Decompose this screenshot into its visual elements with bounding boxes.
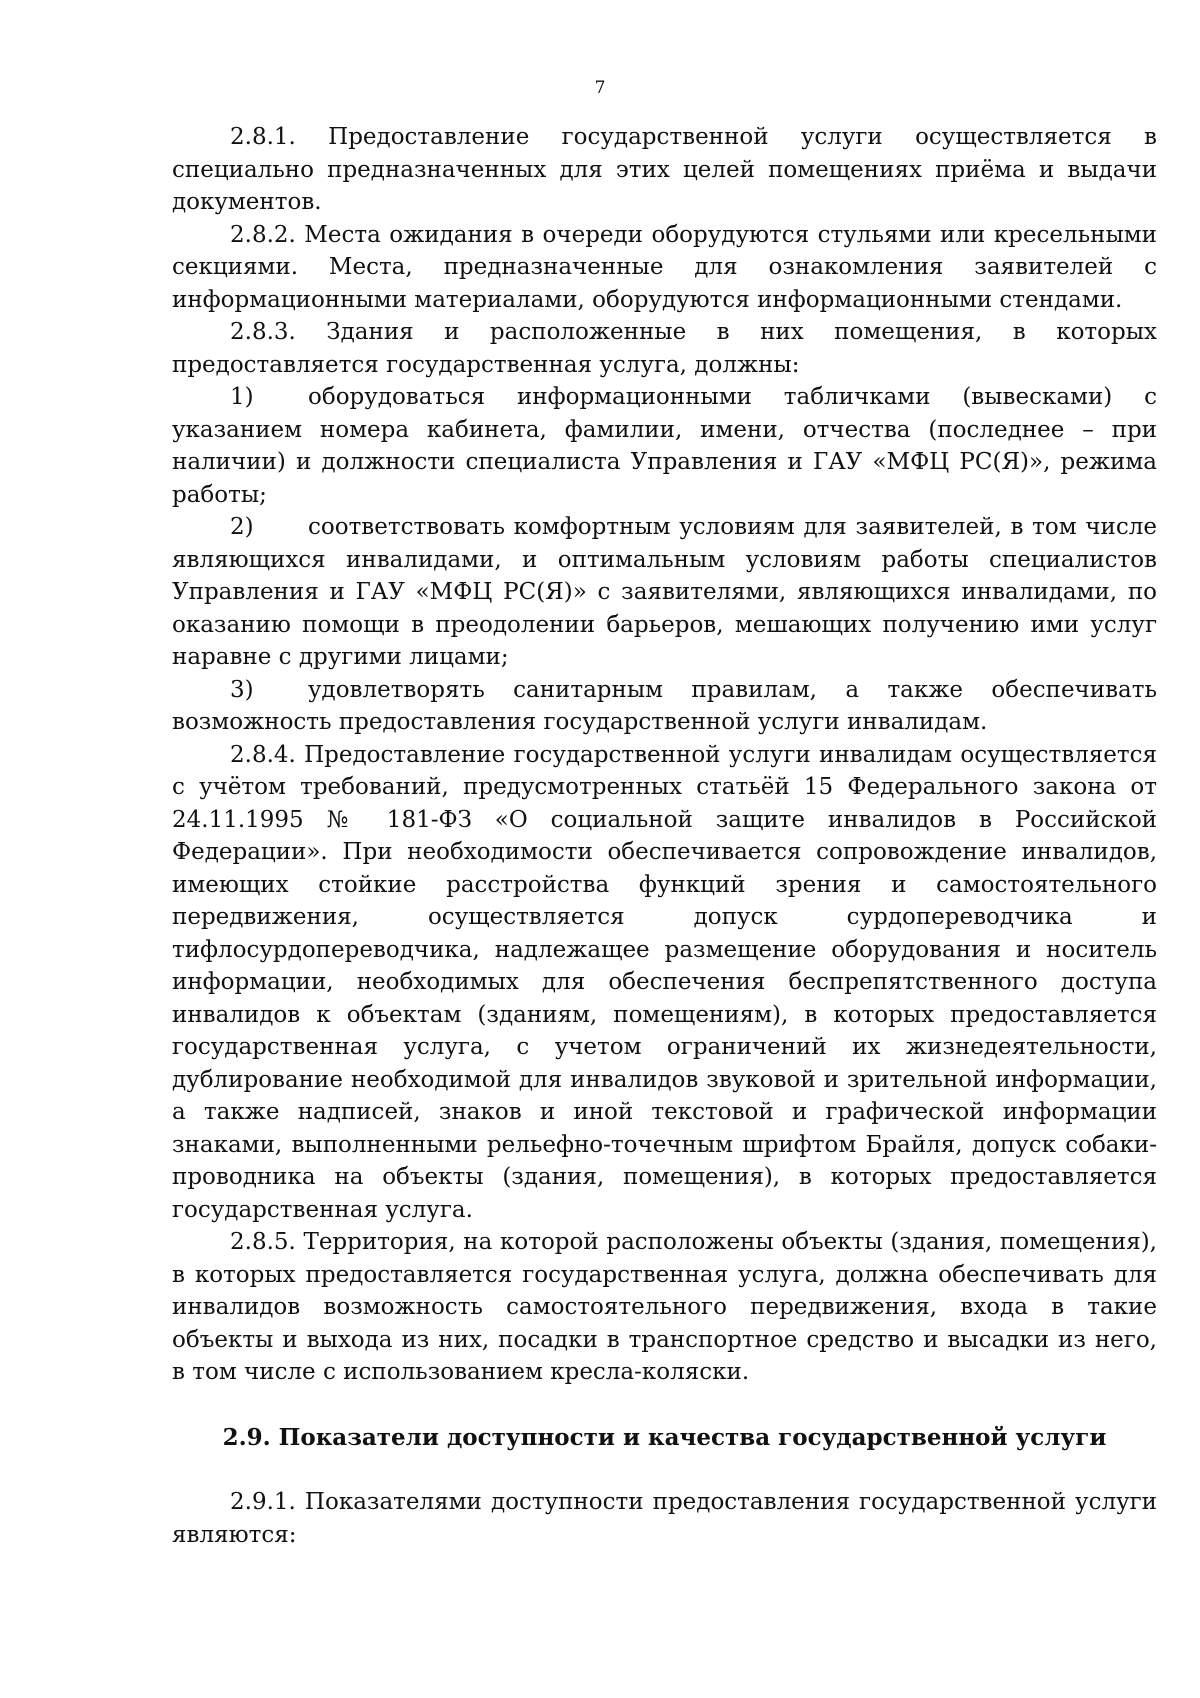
paragraph-2-8-3: 2.8.3. Здания и расположенные в них помещения, в которых предоставляется государственная услуга, должны: (172, 319, 1157, 378)
paragraph-2-8-1: 2.8.1. Предоставление государственной услуги осуществляется в специально предназначенных для этих целей помещениях приёма и выдачи документов. (172, 124, 1157, 215)
list-item-number: 1) (230, 384, 254, 410)
paragraph-2-8-4: 2.8.4. Предоставление государственной услуги инвалидам осуществляется с учётом требований, предусмотренных статьёй 15 Федерального закона от 24.11.1995 № 181-ФЗ «О социальной защите инвалидов в Российской Федерации». При необходимости обеспечивается сопровождение инвалидов, имеющих стойкие расстройства функций зрения и самостоятельного передвижения, осуществляется допуск сурдопереводчика и тифлосурдопереводчика, надлежащее размещение оборудования и носитель информации, необходимых для обеспечения беспрепятственного доступа инвалидов к объектам (зданиям, помещениям), в которых предоставляется государственная услуга, с учетом ограничений их жизнедеятельности, дублирование необходимой для инвалидов звуковой и зрительной информации, а также надписей, знаков и иной текстовой и графической информации знаками, выполненными рельефно-точечным шрифтом Брайля, допуск собаки-проводника на объекты (здания, помещения), в которых предоставляется государственная услуга. (172, 741, 1157, 1223)
list-item (172, 674, 1157, 739)
list-item-text: удовлетворять санитарным правилам, а также обеспечивать возможность предоставления государственной услуги инвалидам. (172, 676, 1157, 735)
list-item-text: соответствовать комфортным условиям для заявителей, в том числе являющихся инвалидами, и оптимальным условиям работы специалистов Управления и ГАУ «МФЦ РС(Я)» с заявителями, являющихся инвалидами, по оказанию помощи в преодолении барьеров, мешающих получению ими услуг наравне с другими лицами; (172, 514, 1157, 670)
list-item (172, 511, 1157, 674)
paragraph-2-9-1: 2.9.1. Показателями доступности предоставления государственной услуги являются: (172, 1489, 1157, 1548)
page-number: 7 (594, 78, 606, 98)
paragraph-2-8-5: 2.8.5. Территория, на которой расположены объекты (здания, помещения), в которых предоставляется государственная услуга, должна обеспечивать для инвалидов возможность самостоятельного передвижения, входа в такие объекты и выхода из них, посадки в транспортное средство и высадки из него, в том числе с использованием кресла-коляски. (172, 1229, 1157, 1385)
list-item-number: 3) (230, 676, 254, 703)
section-heading: 2.9. Показатели доступности и качества государственной услуги (222, 1423, 1107, 1451)
paragraph-2-8-2: 2.8.2. Места ожидания в очереди оборудуются стульями или кресельными секциями. Места, предназначенные для ознакомления заявителей с информационными материалами, оборудуются информационными стендами. (172, 221, 1157, 313)
list-item (172, 381, 1157, 511)
list-item-number: 2) (230, 514, 254, 540)
list-item-text: оборудоваться информационными табличками (вывесками) с указанием номера кабинета, фамилии, имени, отчества (последнее – при наличии) и должности специалиста Управления и ГАУ «МФЦ РС(Я)», режима работы; (172, 384, 1157, 508)
document-body (172, 121, 1157, 1551)
